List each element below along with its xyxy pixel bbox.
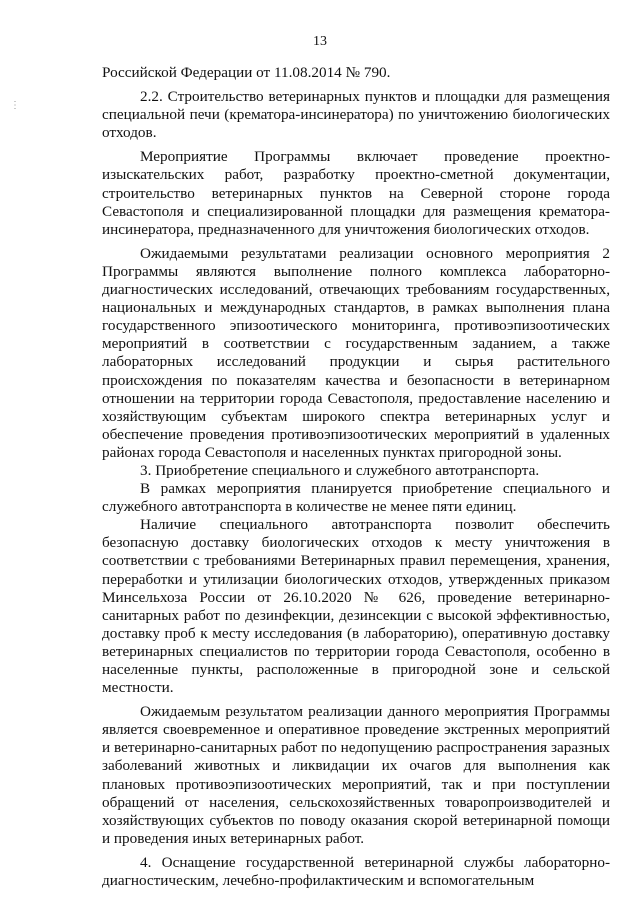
paragraph-section-2-2: 2.2. Строительство ветеринарных пунктов и площадки для размещения специальной печи (крематора-инсинератора) по уничтожению биологических отходов. xyxy=(102,88,610,142)
paragraph-expected-results-2: Ожидаемыми результатами реализации основного мероприятия 2 Программы являются выполнение полного комплекса лабораторно-диагностических исследований, отвечающих требованиям государственных, национальных и международных стандартов, в рамках выполнения плана государственного эпизоотического мониторинга, противоэпизоотических мероприятий в соответствии с государственным заданием, а также лабораторных исследований продукции и сырья растительного происхождения по показателям качества и безопасности в ветеринарном отношении на территории города Севастополя, предоставление населению и хозяйствующим субъектам широкого спектра ветеринарных услуг и обеспечение проведения противоэпизоотических мероприятий в удаленных районах города Севастополя и населенных пунктах пригородной зоны. xyxy=(102,244,610,461)
margin-scan-mark: ⋮ xyxy=(10,100,20,111)
paragraph-section-3: 3. Приобретение специального и служебного автотранспорта. xyxy=(140,461,540,479)
paragraph-expected-results-3: Ожидаемым результатом реализации данного мероприятия Программы является своевременное и оперативное проведение экстренных мероприятий и ветеринарно-санитарных работ по недопущению распространения заразных заболеваний животных и ликвидации их очагов для выполнения как плановых противоэпизоотических мероприятий, так и при поступлении обращений от населения, сельскохозяйственных товаропроизводителей и хозяйствующих субъектов по поводу оказания скорой ветеринарной помощи и проведения иных ветеринарных работ. xyxy=(102,703,610,847)
page-number: 13 xyxy=(313,34,327,49)
paragraph-transport-benefits: Наличие специального автотранспорта позволит обеспечить безопасную доставку биологических отходов к месту уничтожения в соответствии с требованиями Ветеринарных правил перемещения, хранения, переработки и утилизации биологических отходов, утвержденных приказом Минсельхоза России от 26.10.2020 № 626, проведение ветеринарно-санитарных работ по дезинфекции, дезинсекции с высокой эффективностью, доставку проб к месту исследования (в лабораторию), оперативную доставку ветеринарных специалистов по территории города Севастополя, особенно в населенные пункты, расположенные в пригородной зоне и сельской местности. xyxy=(102,516,610,697)
paragraph-continuation: Российской Федерации от 11.08.2014 № 790. xyxy=(102,64,391,81)
paragraph-section-4: 4. Оснащение государственной ветеринарной службы лабораторно-диагностическим, лечебно-профилактическим и вспомогательным xyxy=(102,853,610,890)
paragraph-measure-description: Мероприятие Программы включает проведение проектно-изыскательских работ, разработку проектно-сметной документации, строительство ветеринарных пунктов на Северной стороне города Севастополя и специализированной площадки для размещения крематора-инсинератора, предназначенного для уничтожения биологических отходов. xyxy=(102,148,610,238)
document-body xyxy=(102,64,610,890)
paragraph-planned-purchase: В рамках мероприятия планируется приобретение специального и служебного автотранспорта в количестве не менее пяти единиц. xyxy=(102,480,610,516)
